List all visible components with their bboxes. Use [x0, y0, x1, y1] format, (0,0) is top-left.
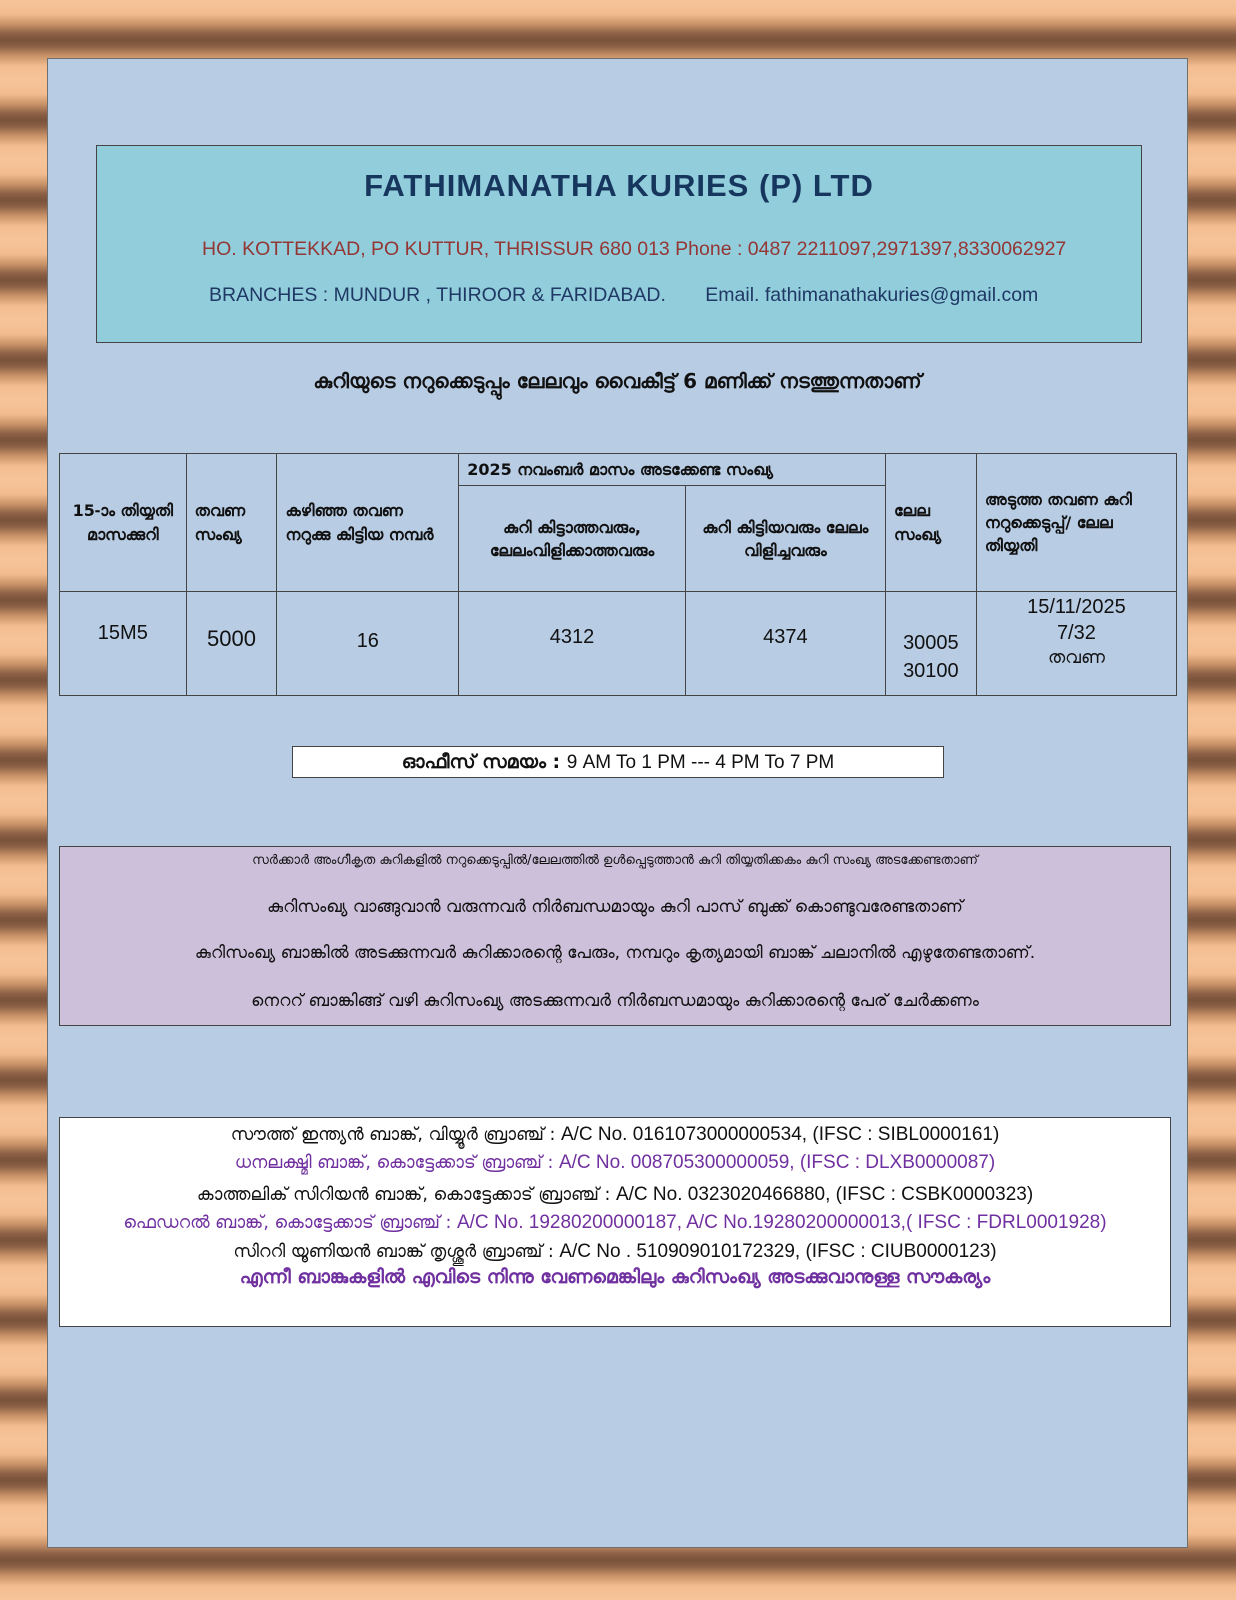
next-date: 15/11/2025: [1027, 596, 1126, 619]
header-next-date: അടുത്ത തവണ കുറി നറുക്കെടുപ്പ്/ ലേല തിയ്യതി: [976, 454, 1176, 592]
header-received: കുറി കിട്ടിയവരും ലേലം വിളിച്ചവരും: [685, 486, 885, 592]
header-payable-group: 2025 നവംബർ മാസം അടക്കേണ്ട സംഖ്യ: [459, 454, 886, 486]
instruction-line: നെററ് ബാങ്കിങ്ങ് വഴി കുറിസംഖ്യ അടക്കുന്നവർ നിർബന്ധമായും കുറിക്കാരന്റെ പേര് ചേർക്കണം: [251, 991, 979, 1011]
header-installment: തവണ സംഖ്യ: [186, 454, 277, 592]
bank-line: [60, 1184, 1170, 1206]
instruction-line: കുറിസംഖ്യ വാങ്ങുവാൻ വരുന്നവർ നിർബന്ധമായും കുറി പാസ് ബുക്ക് കൊണ്ടുവരേണ്ടതാണ്: [267, 897, 963, 917]
cell-received: 4374: [685, 592, 885, 696]
company-email: Email. fathimanathakuries@gmail.com: [705, 284, 1039, 306]
bank-name: സിററി യൂണിയൻ ബാങ്ക് തൃശ്ശൂർ ബ്രാഞ്ച് :: [233, 1242, 554, 1262]
bank-accounts-box: [59, 1117, 1171, 1327]
bank-line: [60, 1152, 1170, 1174]
company-branches: [209, 284, 1038, 307]
header-auction-amount: ലേല സംഖ്യ: [885, 454, 976, 592]
next-term-word: തവണ: [1047, 647, 1105, 669]
company-name: FATHIMANATHA KURIES (P) LTD: [364, 168, 874, 203]
company-header: [96, 145, 1142, 343]
cell-last-number: 16: [277, 592, 459, 696]
banks-footer: എന്നീ ബാങ്കുകളിൽ എവിടെ നിന്നു വേണമെങ്കിലും കുറിസംഖ്യ അടക്കുവാനുള്ള സൗകര്യം: [239, 1266, 991, 1288]
office-hours-time: 9 AM To 1 PM --- 4 PM To 7 PM: [566, 752, 835, 773]
bank-account: A/C No. 0323020466880, (IFSC : CSBK0000323): [615, 1184, 1034, 1205]
bank-name: ഫെഡറൽ ബാങ്ക്, കൊട്ടേക്കാട് ബ്രാഞ്ച് :: [123, 1213, 452, 1233]
instruction-line: സർക്കാർ അംഗീകൃത കുറികളിൽ നറുക്കെടുപ്പിൽ/ലേലത്തിൽ ഉൾപ്പെടുത്താൻ കുറി തിയ്യതിക്കകം കുറി സംഖ്യ അടക്കേണ്ടതാണ്: [252, 853, 978, 868]
auction-amount-1: 30005: [903, 632, 959, 655]
header-kuri: 15-ാം തിയ്യതി മാസക്കുറി: [60, 454, 187, 592]
next-term: 7/32: [1056, 622, 1096, 645]
auction-amount-2: 30100: [903, 660, 959, 683]
cell-installment: 5000: [186, 592, 277, 696]
office-hours-label: ഓഫീസ് സമയം :: [401, 751, 561, 773]
company-address: HO. KOTTEKKAD, PO KUTTUR, THRISSUR 680 013 Phone : 0487 2211097,2971397,8330062927: [202, 238, 1067, 260]
header-not-received: കുറി കിട്ടാത്തവരും, ലേലംവിളിക്കാത്തവരും: [459, 486, 686, 592]
bank-name: കാത്തലിക് സിറിയൻ ബാങ്ക്, കൊട്ടേക്കാട് ബ്രാഞ്ച് :: [196, 1185, 611, 1205]
bank-name: സൗത്ത് ഇന്ത്യൻ ബാങ്ക്, വിയ്യൂർ ബ്രാഞ്ച് :: [230, 1125, 556, 1145]
bank-account: A/C No. 008705300000059, (IFSC : DLXB0000087): [558, 1152, 996, 1173]
branches-text: BRANCHES : MUNDUR , THIROOR & FARIDABAD.: [209, 284, 666, 306]
bank-line: [60, 1241, 1170, 1263]
cell-kuri: 15M5: [60, 592, 187, 696]
office-hours: [292, 746, 944, 778]
cell-auction-amount: [885, 592, 976, 696]
bank-account: A/C No . 510909010172329, (IFSC : CIUB0000123): [559, 1241, 997, 1262]
bank-line: [60, 1124, 1170, 1146]
header-last-number: കഴിഞ്ഞ തവണ നറുക്കു കിട്ടിയ നമ്പർ: [277, 454, 459, 592]
cell-not-received: 4312: [459, 592, 686, 696]
cell-next-date: [976, 592, 1176, 696]
bank-line: [60, 1212, 1170, 1234]
instructions-box: [59, 846, 1171, 1026]
bank-name: ധനലക്ഷ്മി ബാങ്ക്, കൊട്ടേക്കാട് ബ്രാഞ്ച് :: [234, 1153, 554, 1173]
instruction-line: കുറിസംഖ്യ ബാങ്കിൽ അടക്കുന്നവർ കുറിക്കാരന്റെ പേരും, നമ്പറും കൃത്യമായി ബാങ്ക് ചലാനിൽ എഴുതേണ്ടതാണ്.: [194, 943, 1036, 963]
document-page: [47, 58, 1188, 1548]
draw-time-notice: കുറിയുടെ നറുക്കെടുപ്പും ലേലവും വൈകീട്ട് 6 മണിക്ക് നടത്തുന്നതാണ്: [313, 369, 922, 393]
bank-account: A/C No. 0161073000000534, (IFSC : SIBL0000161): [560, 1124, 1000, 1145]
bank-account: A/C No. 19280200000187, A/C No.19280200000013,( IFSC : FDRL0001928): [456, 1212, 1107, 1233]
kuri-table: [59, 453, 1177, 696]
table-row: [60, 592, 1177, 696]
